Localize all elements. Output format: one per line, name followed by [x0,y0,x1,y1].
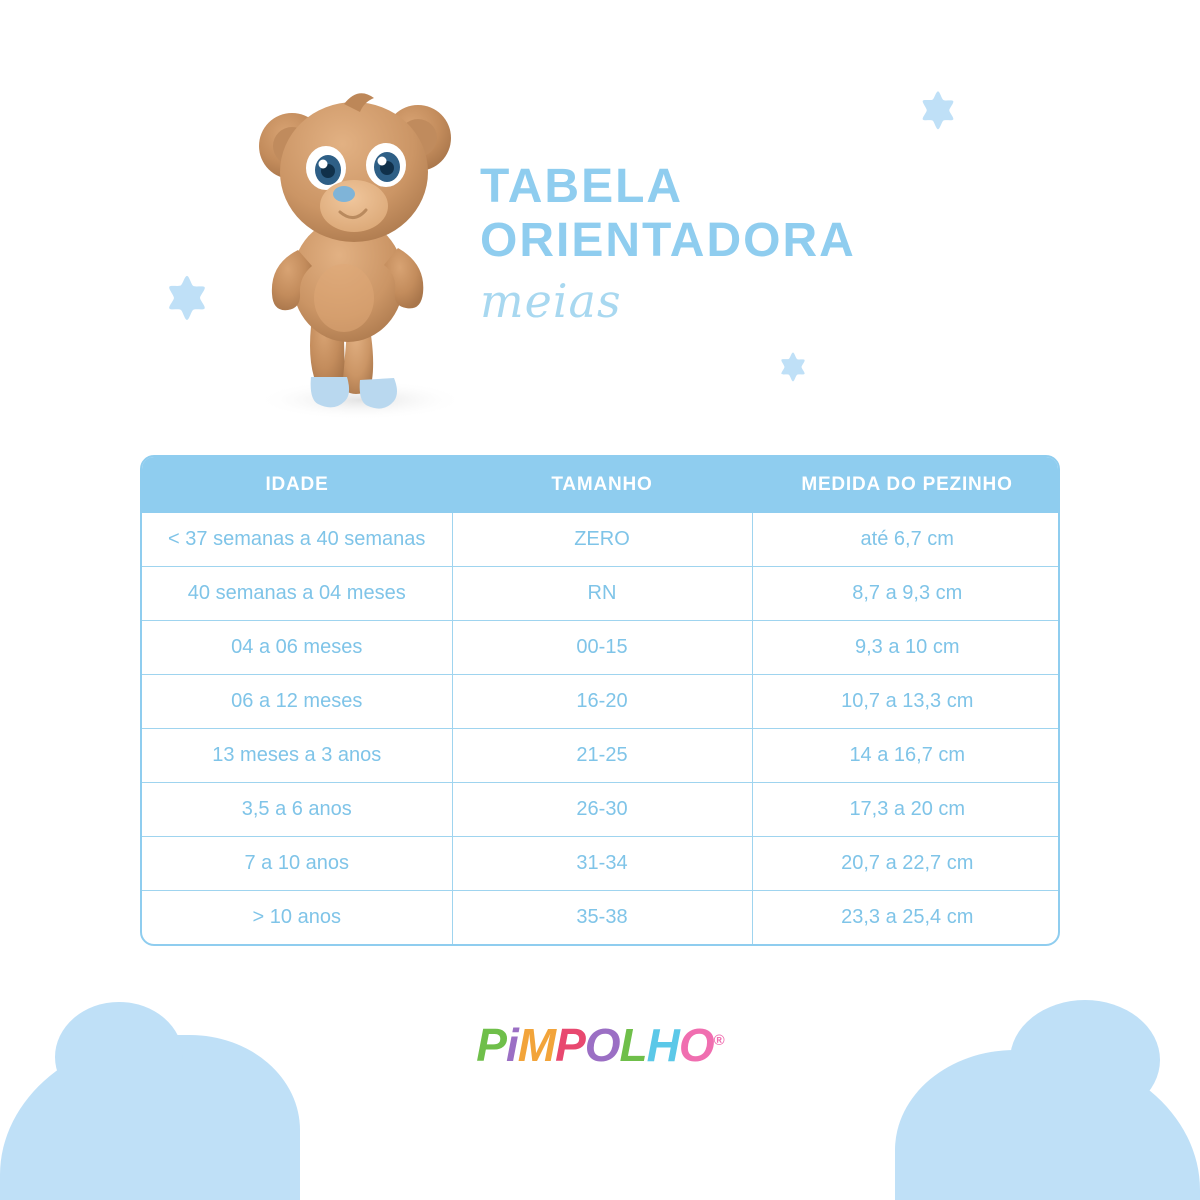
table-head [142,457,1060,513]
table-row [142,783,1060,837]
logo-letter-7: O [678,1019,714,1071]
cell-tamanho: 31-34 [452,837,752,891]
cell-tamanho: 00-15 [452,621,752,675]
cell-tamanho: ZERO [452,513,752,567]
cell-idade: 13 meses a 3 anos [142,729,452,783]
cell-tamanho: 26-30 [452,783,752,837]
table-body [142,513,1060,944]
cell-tamanho: 16-20 [452,675,752,729]
logo-letter-0: P [476,1019,506,1071]
cell-medida: 8,7 a 9,3 cm [752,567,1060,621]
cell-medida: 10,7 a 13,3 cm [752,675,1060,729]
table-row [142,675,1060,729]
cell-idade: > 10 anos [142,891,452,945]
logo-registered-mark: ® [713,1031,724,1049]
cloud-right [895,1050,1200,1200]
table-row [142,729,1060,783]
logo-letter-6: H [646,1019,679,1071]
bear-mascot-illustration [236,60,496,420]
table-row [142,891,1060,945]
cell-idade: 3,5 a 6 anos [142,783,452,837]
logo-letter-4: O [584,1019,620,1071]
header [0,0,1200,430]
table-header-tamanho: TAMANHO [452,457,752,513]
star-icon-left [158,272,216,330]
cell-idade: 7 a 10 anos [142,837,452,891]
logo-letter-1: i [505,1019,518,1071]
title-line-2: ORIENTADORA [480,213,856,267]
table-header-idade: IDADE [142,457,452,513]
title-subtitle: meias [480,273,622,328]
cell-tamanho: 21-25 [452,729,752,783]
table-header-medida: MEDIDA DO PEZINHO [752,457,1060,513]
cell-medida: 20,7 a 22,7 cm [752,837,1060,891]
logo-letter-5: L [619,1019,647,1071]
table-row [142,513,1060,567]
cell-idade: < 37 semanas a 40 semanas [142,513,452,567]
cell-medida: até 6,7 cm [860,528,954,550]
table-row [142,567,1060,621]
logo-letter-2: M [517,1019,556,1071]
page-title [480,160,1000,328]
logo-text [476,1018,723,1072]
cell-medida: 17,3 a 20 cm [752,783,1060,837]
star-icon-mid-right [774,350,812,388]
cell-idade: 04 a 06 meses [142,621,452,675]
table-header-row [142,457,1060,513]
cell-tamanho: 35-38 [452,891,752,945]
cell-idade: 40 semanas a 04 meses [142,567,452,621]
cell-medida: 23,3 a 25,4 cm [752,891,1060,945]
bear-icon [236,60,496,420]
cell-medida: 14 a 16,7 cm [752,729,1060,783]
table [142,457,1060,944]
table-row [142,837,1060,891]
logo-letter-3: P [555,1019,585,1071]
cell-idade: 06 a 12 meses [142,675,452,729]
star-icon-top-right [913,88,963,138]
size-guide-table [140,455,1060,946]
title-line-1: TABELA [480,160,684,213]
brand-logo [0,1018,1200,1072]
cell-tamanho: RN [452,567,752,621]
table-row [142,621,1060,675]
cell-medida: 9,3 a 10 cm [752,621,1060,675]
